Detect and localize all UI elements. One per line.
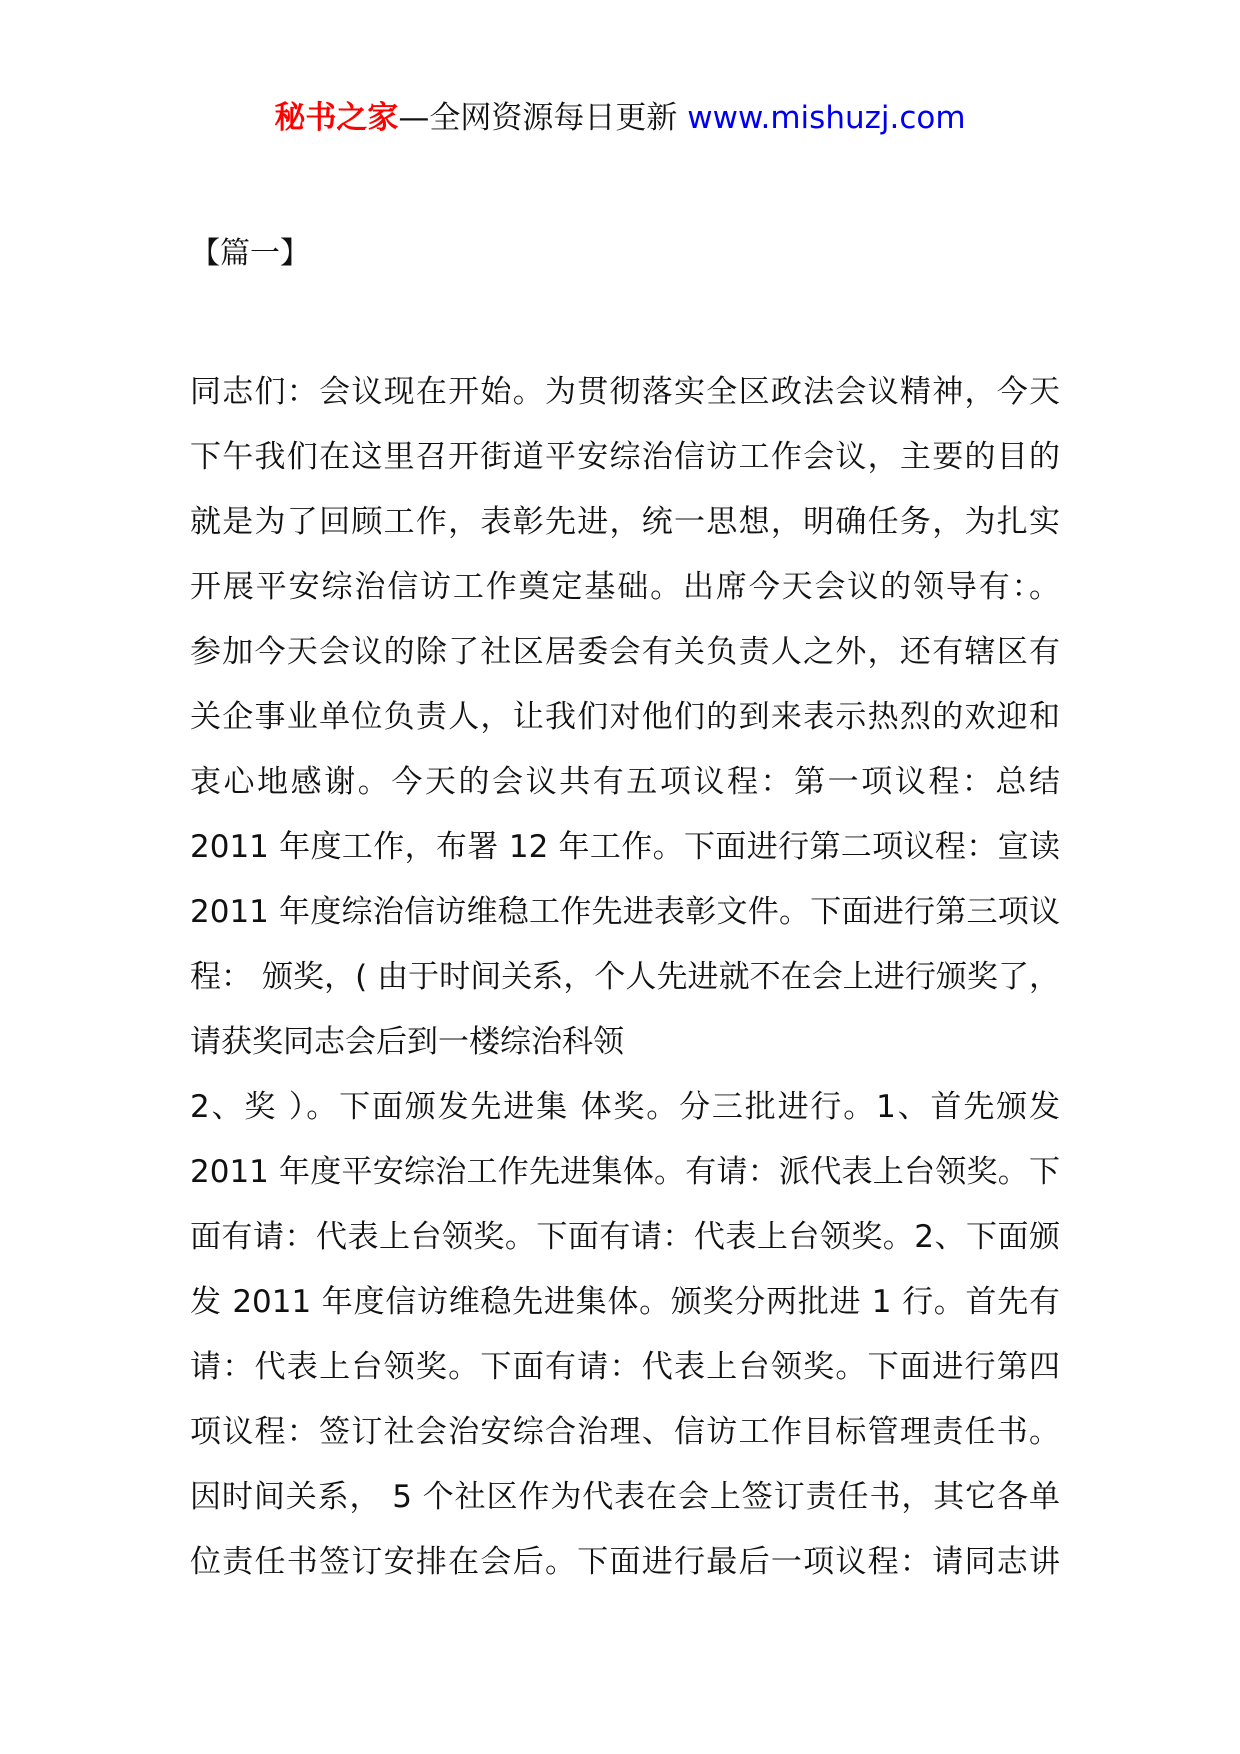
body-line: 面有请：代表上台领奖。下面有请：代表上台领奖。2、下面颁: [190, 1219, 1060, 1255]
site-url-link[interactable]: www.mishuzj.com: [687, 100, 966, 136]
body-line: 2011 年度平安综治工作先进集体。有请：派代表上台领奖。下: [190, 1154, 1060, 1190]
body-line: 就是为了回顾工作，表彰先进，统一思想，明确任务，为扎实: [190, 504, 1060, 540]
site-header: [0, 98, 1240, 138]
body-line: 程： 颁奖，( 由于时间关系，个人先进就不在会上进行颁奖了，: [190, 959, 1060, 995]
header-tagline: —全网资源每日更新: [398, 100, 688, 136]
body-line: 2、奖 ）。下面颁发先进集 体奖。分三批进行。1、首先颁发: [190, 1089, 1060, 1125]
body-line: 关企事业单位负责人，让我们对他们的到来表示热烈的欢迎和: [190, 699, 1060, 735]
body-line: 因时间关系， 5 个社区作为代表在会上签订责任书，其它各单: [190, 1479, 1060, 1515]
section-title: 【篇一】: [190, 236, 310, 271]
body-line: 位责任书签订安排在会后。下面进行最后一项议程：请同志讲: [190, 1544, 1060, 1580]
body-line: 2011 年度综治信访维稳工作先进表彰文件。下面进行第三项议: [190, 894, 1060, 930]
body-line: 2011 年度工作，布署 12 年工作。下面进行第二项议程：宣读: [190, 829, 1060, 865]
body-line: 发 2011 年度信访维稳先进集体。颁奖分两批进 1 行。首先有: [190, 1284, 1060, 1320]
body-line: 开展平安综治信访工作奠定基础。出席今天会议的领导有：。: [190, 569, 1060, 605]
body-line: 衷心地感谢。今天的会议共有五项议程：第一项议程：总结: [190, 764, 1060, 800]
body-line: 下午我们在这里召开街道平安综治信访工作会议，主要的目的: [190, 439, 1060, 475]
body-paragraph: [190, 360, 1060, 1595]
brand-name: 秘书之家: [274, 100, 399, 136]
body-line: 参加今天会议的除了社区居委会有关负责人之外，还有辖区有: [190, 634, 1060, 670]
body-line: 请：代表上台领奖。下面有请：代表上台领奖。下面进行第四: [190, 1349, 1060, 1385]
body-line: 请获奖同志会后到一楼综治科领: [190, 1024, 624, 1060]
body-line: 项议程：签订社会治安综合治理、信访工作目标管理责任书。: [190, 1414, 1060, 1450]
body-line: 同志们：会议现在开始。为贯彻落实全区政法会议精神，今天: [190, 374, 1060, 410]
